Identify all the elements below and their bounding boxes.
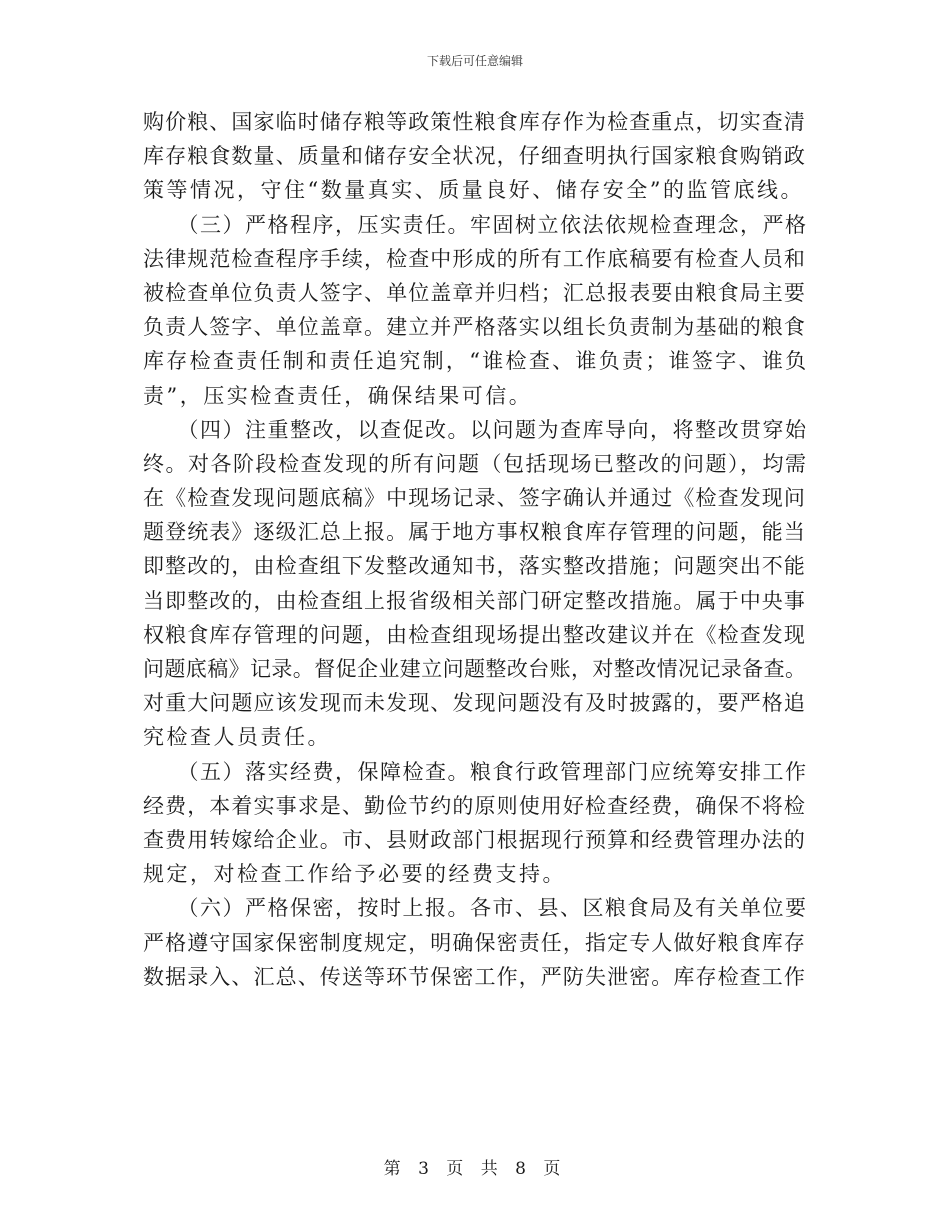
body-line: 责”，压实检查责任，确保结果可信。 bbox=[143, 383, 533, 408]
page-header: 下载后可任意编辑 bbox=[426, 54, 523, 68]
body-line: 题登统表》逐级汇总上报。属于地方事权粮食库存管理的问题，能当 bbox=[143, 520, 806, 545]
page-number-footer: 第 3 页 共 8 页 bbox=[383, 1159, 567, 1179]
document-body bbox=[143, 105, 809, 994]
body-line: （三）严格程序，压实责任。牢固树立依法依规检查理念，严格 bbox=[143, 212, 808, 237]
body-line: 被检查单位负责人签字、单位盖章并归档；汇总报表要由粮食局主要 bbox=[143, 280, 806, 305]
body-line: 权粮食库存管理的问题，由检查组现场提出整改建议并在《检查发现 bbox=[143, 622, 806, 647]
body-line: （六）严格保密，按时上报。各市、县、区粮食局及有关单位要 bbox=[143, 896, 808, 921]
body-line: 在《检查发现问题底稿》中现场记录、签字确认并通过《检查发现问 bbox=[143, 486, 806, 511]
body-line: 终。对各阶段检查发现的所有问题（包括现场已整改的问题），均需 bbox=[143, 451, 808, 476]
body-line: 严格遵守国家保密制度规定，明确保密责任，指定专人做好粮食库存 bbox=[143, 930, 806, 955]
body-line: 即整改的，由检查组下发整改通知书，落实整改措施；问题突出不能 bbox=[143, 554, 806, 579]
body-line: 法律规范检查程序手续，检查中形成的所有工作底稿要有检查人员和 bbox=[143, 246, 806, 271]
body-line: 负责人签字、单位盖章。建立并严格落实以组长负责制为基础的粮食 bbox=[143, 315, 806, 340]
body-line: 究检查人员责任。 bbox=[143, 725, 331, 750]
body-line: 策等情况，守住“数量真实、质量良好、储存安全”的监管底线。 bbox=[143, 178, 804, 203]
body-line: 购价粮、国家临时储存粮等政策性粮食库存作为检查重点，切实查清 bbox=[143, 110, 806, 134]
body-line: 问题底稿》记录。督促企业建立问题整改台账，对整改情况记录备查。 bbox=[143, 657, 807, 681]
body-line: 数据录入、汇总、传送等环节保密工作，严防失泄密。库存检查工作 bbox=[143, 964, 806, 989]
body-line: 库存粮食数量、质量和储存安全状况，仔细查明执行国家粮食购销政 bbox=[143, 144, 806, 169]
body-line: 经费，本着实事求是、勤俭节约的原则使用好检查经费，确保不将检 bbox=[143, 793, 806, 818]
body-line: 查费用转嫁给企业。市、县财政部门根据现行预算和经费管理办法的 bbox=[143, 827, 806, 852]
body-line: 库存检查责任制和责任追究制，“谁检查、谁负责；谁签字、谁负 bbox=[143, 349, 809, 374]
body-line: （四）注重整改，以查促改。以问题为查库导向，将整改贯穿始 bbox=[143, 417, 808, 442]
body-line: 当即整改的，由检查组上报省级相关部门研定整改措施。属于中央事 bbox=[143, 588, 806, 613]
body-line: 对重大问题应该发现而未发现、发现问题没有及时披露的，要严格追 bbox=[143, 691, 806, 716]
body-line: （五）落实经费，保障检查。粮食行政管理部门应统筹安排工作 bbox=[143, 759, 808, 784]
body-line: 规定，对检查工作给予必要的经费支持。 bbox=[143, 862, 566, 887]
